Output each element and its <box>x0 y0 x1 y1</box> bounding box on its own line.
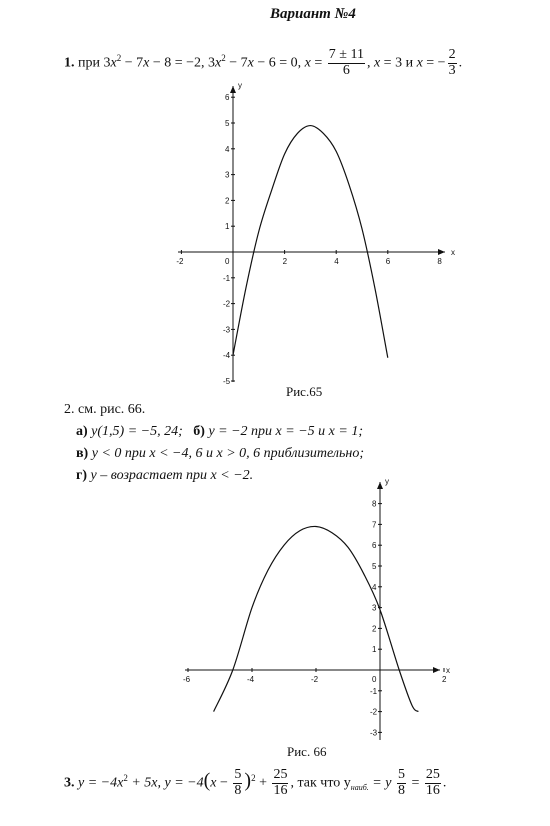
y-tick-label: -3 <box>223 325 231 335</box>
x-tick-label: 4 <box>334 257 339 266</box>
fraction: $\frac{2}{3}$ <box>448 47 456 78</box>
y-tick-label: 6 <box>225 93 230 103</box>
x-tick-label: 2 <box>282 257 288 266</box>
x-axis-label: x <box>446 666 450 675</box>
page-title: Вариант №4 <box>270 6 356 22</box>
figure-65-caption: Рис.65 <box>286 384 323 399</box>
x-tick-label: 2 <box>442 675 447 684</box>
y-tick-label: 1 <box>372 645 377 655</box>
figure-66-caption: Рис. 66 <box>287 744 327 759</box>
y-tick-label: 8 <box>372 499 377 509</box>
y-tick-label: -2 <box>370 707 378 717</box>
y-tick-label: 2 <box>225 196 230 206</box>
x-tick-label: 0 <box>225 257 230 266</box>
problem-1: 1. при $3x^2 - 7x - 8 = -2$, $3x^2 - 7x - 6 = 0$, x = $\frac{7 \pm 11}{6}$ , x = 3 и x = − $\frac{2}{3}$ . <box>64 47 463 78</box>
y-axis-label: y <box>238 81 242 90</box>
fraction: $\frac{7 \pm 11}{6}$ <box>328 47 364 78</box>
y-tick-label: 5 <box>372 562 377 571</box>
x-tick-label: -6 <box>183 675 191 684</box>
y-tick-label: 2 <box>372 624 377 634</box>
problem-1-number: 1. <box>64 55 75 71</box>
x-tick-label: -2 <box>176 257 184 266</box>
y-tick-label: 6 <box>372 541 377 551</box>
y-tick-label: 7 <box>372 520 377 530</box>
y-tick-label: -2 <box>223 299 231 309</box>
y-tick-label: 5 <box>225 119 230 128</box>
y-tick-label: -4 <box>223 351 231 361</box>
problem-2-header: 2. см. рис. 66. <box>64 402 146 417</box>
problem-3: 3. $y = -4x^2 + 5x$, y = −4(x − $\frac{5}{8}$ )$^2$ + $\frac{25}{16}$ , так что $y_{наиб.} = y$ $\frac{5}{8}$ = $\frac{25}{16}$ . <box>64 767 447 798</box>
y-tick-label: 4 <box>225 144 230 154</box>
y-axis-arrow <box>377 482 383 489</box>
x-tick-label: 8 <box>437 257 442 266</box>
x-tick-label: 0 <box>372 675 377 684</box>
y-axis-label: y <box>385 477 389 486</box>
problem-2-v: в) y < 0 при x < −4, 6 и x > 0, 6 приблизительно; <box>76 446 364 461</box>
x-tick-label: 6 <box>385 257 391 266</box>
problem-2-g: г) y – возрастает при x < −2. <box>76 468 254 483</box>
y-tick-label: -3 <box>370 728 378 738</box>
y-tick-label: -5 <box>223 377 231 386</box>
x-tick-label: -4 <box>247 675 255 684</box>
y-tick-label: -1 <box>370 686 378 696</box>
y-tick-label: 3 <box>225 170 230 180</box>
problem-2-a: а) y(1,5) = −5, 24; б) y = −2 при x = −5 и x = 1; <box>76 424 363 439</box>
y-tick-label: 3 <box>372 603 377 613</box>
y-tick-label: 1 <box>225 222 230 232</box>
y-tick-label: 4 <box>372 582 377 592</box>
x-axis-label: x <box>451 248 455 257</box>
y-tick-label: -1 <box>223 273 231 283</box>
x-tick-label: -2 <box>311 675 319 684</box>
x-axis-arrow <box>433 667 440 673</box>
